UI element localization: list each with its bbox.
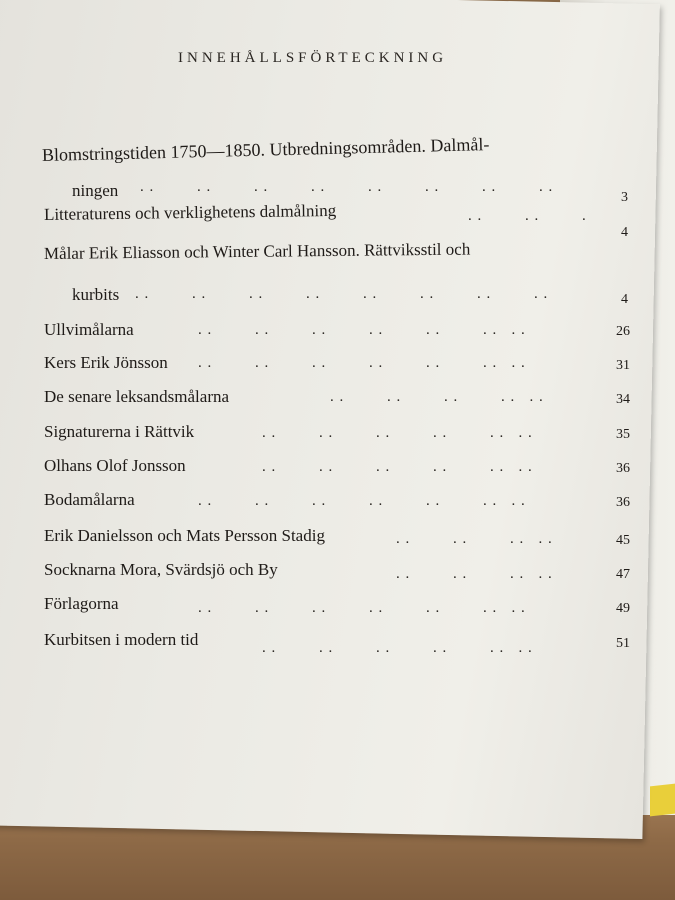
toc-entry-title-continued: ningen [72,181,119,200]
toc-page-number: 49 [616,601,630,616]
toc-leader-dots: . . . . . . . . . . . . [262,425,533,441]
toc-leader-dots: . . . . . . . . . . . . . . [198,493,526,509]
toc-leader-dots: . . . . . . . . . . . . . . . . [135,286,549,302]
toc-page-number: 31 [616,358,630,373]
toc-page-number: 3 [621,190,628,205]
toc-entry-title: Socknarna Mora, Svärdsjö och By [44,560,278,579]
toc-page-number: 4 [621,225,628,240]
toc-page-number: 51 [616,636,630,651]
toc-entry-title: De senare leksandsmålarna [44,387,230,406]
toc-page-number: 34 [616,392,630,407]
toc-entry-title: Förlagorna [44,594,119,613]
toc-entry-title: Blomstringstiden 1750—1850. Utbredningsområden. Dalmål- [41,134,490,165]
toc-entry-title: Ullvimålarna [44,320,134,339]
toc-entry-title: Litteraturens och verklighetens dalmålning [43,200,337,224]
toc-page-number: 26 [616,324,630,339]
toc-entry-title: Kers Erik Jönsson [44,353,168,372]
toc-leader-dots: . . . . . . . . . . . . . . [198,355,526,371]
toc-entry-title: Olhans Olof Jonsson [44,456,186,475]
toc-entry-title-continued: kurbits [72,285,120,304]
toc-entry-title: Kurbitsen i modern tid [44,630,199,649]
toc-entry-title: Erik Danielsson och Mats Persson Stadig [44,526,325,545]
toc-page-number: 45 [616,533,630,548]
toc-leader-dots: . . . . . . . . . . . . . . [198,600,526,616]
toc-entry-title: Signaturerna i Rättvik [44,422,195,441]
toc-leader-dots: . . . . . . . . . . . . . . . . [140,179,554,195]
toc-page-number: 35 [616,427,630,442]
toc-page-number: 36 [616,461,630,476]
toc-entry-title: Målar Erik Eliasson och Winter Carl Hansson. Rättviksstil och [43,239,471,263]
toc-entry-title: Bodamålarna [44,490,135,509]
toc-leader-dots: . . . . . . . . [396,566,553,582]
toc-page-number: 47 [616,567,630,582]
toc-leader-dots: . . . . . [468,208,587,224]
toc-heading: INNEHÅLLSFÖRTECKNING [178,50,448,66]
toc-leader-dots: . . . . . . . . . . . . [262,640,533,656]
toc-page-number: 36 [616,495,630,510]
toc-leader-dots: . . . . . . . . . . [330,389,544,405]
toc-leader-dots: . . . . . . . . [396,531,553,547]
toc-page-number: 4 [621,292,628,307]
toc-leader-dots: . . . . . . . . . . . . . . [198,322,526,338]
toc-leader-dots: . . . . . . . . . . . . [262,459,533,475]
